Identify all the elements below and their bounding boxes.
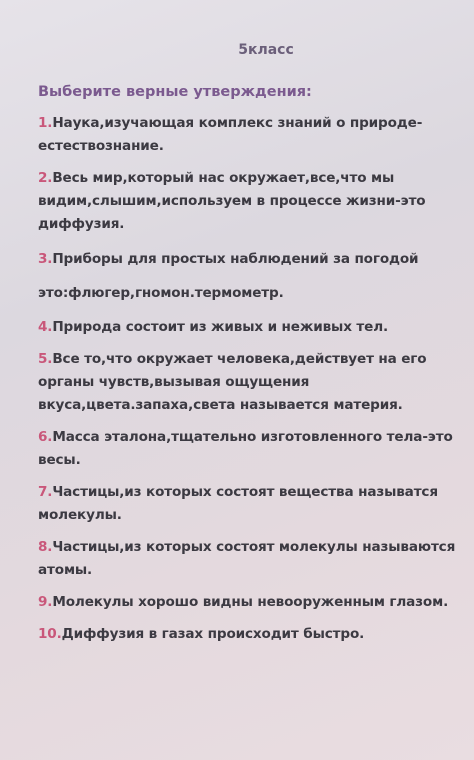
statement-number: 9.: [38, 594, 53, 610]
statement-line: Природа состоит из живых и неживых тел.: [52, 319, 389, 335]
statement-line: молекулы.: [38, 507, 122, 523]
instruction-text: Выберите верные утверждения:: [38, 84, 312, 100]
statement-8: [38, 536, 464, 582]
statement-number: 1.: [38, 115, 53, 131]
statement-4: [38, 316, 464, 339]
statement-number: 10.: [38, 626, 62, 642]
statement-line: Все то,что окружает человека,действует на его: [52, 351, 427, 367]
statement-9: [38, 591, 464, 614]
statement-line: Диффузия в газах происходит быстро.: [61, 626, 365, 642]
statement-line: органы чувств,вызывая ощущения: [38, 374, 310, 390]
statement-line: Масса эталона,тщательно изготовленного тела-это: [52, 429, 453, 445]
statement-5: [38, 348, 464, 417]
statement-line: Наука,изучающая комплекс знаний о природе-: [52, 115, 423, 131]
statement-number: 7.: [38, 484, 53, 500]
statement-number: 2.: [38, 170, 53, 186]
statement-3: [38, 245, 464, 307]
statement-line: это:флюгер,гномон.термометр.: [38, 285, 284, 301]
statement-line: естествознание.: [38, 138, 164, 154]
statement-line: вкуса,цвета.запаха,света называется материя.: [38, 397, 403, 413]
statement-line: весы.: [38, 452, 81, 468]
statement-line: Весь мир,который нас окружает,все,что мы: [52, 170, 395, 186]
statement-2: [38, 167, 464, 236]
statement-number: 8.: [38, 539, 53, 555]
statement-10: [38, 623, 464, 646]
statement-1: [38, 112, 464, 158]
statement-line: Частицы,из которых состоят вещества называтся: [52, 484, 438, 500]
statement-line: Приборы для простых наблюдений за погодой: [52, 251, 419, 267]
statement-line: видим,слышим,используем в процессе жизни-это: [38, 193, 426, 209]
statement-number: 4.: [38, 319, 53, 335]
statement-line: Молекулы хорошо видны невооруженным глазом.: [52, 594, 449, 610]
statement-number: 3.: [38, 251, 53, 267]
statement-6: [38, 426, 464, 472]
grade-title: 5класс: [238, 42, 294, 58]
statement-line: атомы.: [38, 562, 93, 578]
statement-number: 5.: [38, 351, 53, 367]
statement-number: 6.: [38, 429, 53, 445]
statement-7: [38, 481, 464, 527]
statement-line: Частицы,из которых состоят молекулы называются: [52, 539, 456, 555]
statement-line: диффузия.: [38, 216, 125, 232]
